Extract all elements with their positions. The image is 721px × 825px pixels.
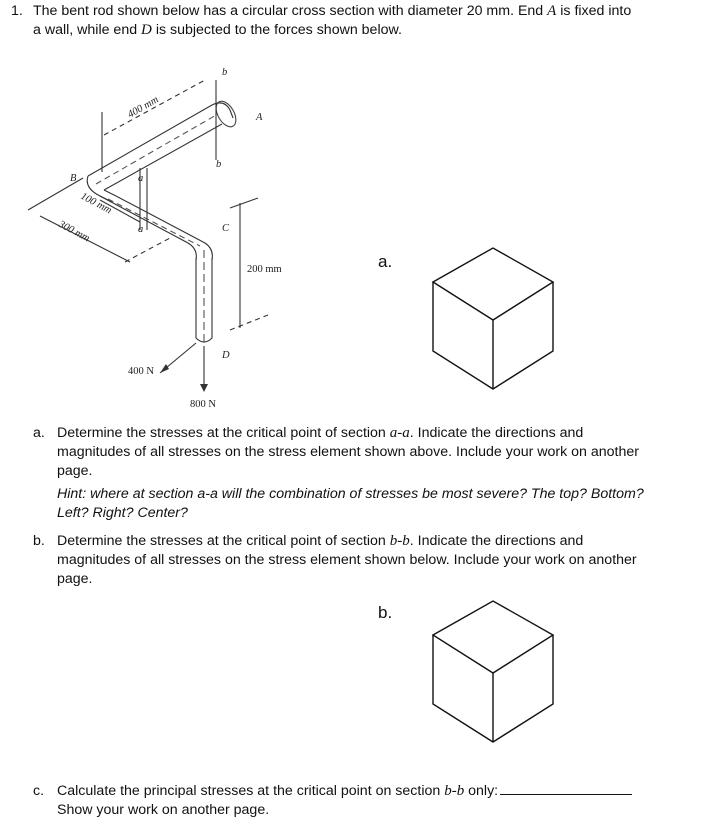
force-400N-label: 400 N: [128, 366, 154, 377]
part-c-text: Calculate the principal stresses at the critical point on section: [57, 783, 445, 799]
part-b-text: . Indicate the directions and: [409, 533, 584, 549]
dim-400mm-label: 400 mm: [126, 94, 161, 121]
variable-A: A: [547, 3, 557, 19]
part-b-line2: magnitudes of all stresses on the stress element shown below. Include your work on another: [57, 552, 637, 568]
dim-300mm-label: 300 mm: [56, 218, 92, 245]
hint-line2: Left? Right? Center?: [57, 505, 188, 521]
point-A-label: A: [256, 112, 263, 123]
part-b-text: Determine the stresses at the critical point of section: [57, 533, 390, 549]
part-a-line2: magnitudes of all stresses on the stress element shown above. Include your work on another: [57, 444, 640, 460]
point-D-label: D: [222, 350, 230, 361]
part-c-line1: [57, 782, 717, 801]
statement-text: is fixed into: [556, 3, 632, 19]
section-b-var: b-b: [444, 783, 465, 799]
rod-mid-centerline: [108, 199, 200, 246]
rod-upper-edge: [88, 103, 233, 176]
stress-element-a-cube: [428, 245, 558, 393]
stress-element-b-cube: [428, 598, 558, 746]
part-a-marker: a.: [33, 425, 45, 441]
part-c-line2: Show your work on another page.: [57, 802, 270, 818]
statement-text: a wall, while end: [33, 22, 142, 38]
stress-element-b-label: b.: [378, 603, 393, 622]
section-a-bottom-label: a: [138, 224, 144, 235]
statement-text: The bent rod shown below has a circular cross section with diameter 20 mm. End: [33, 3, 548, 19]
answer-blank[interactable]: [500, 782, 632, 795]
problem-number: 1.: [11, 3, 23, 19]
section-a-top-label: a: [138, 173, 144, 184]
stress-element-a-label: a.: [378, 252, 393, 271]
force-400N-arrowhead: [160, 364, 169, 373]
statement-text: is subjected to the forces shown below.: [151, 22, 402, 38]
section-b-bottom-label: b: [216, 159, 222, 170]
dim-200mm-label: 200 mm: [247, 264, 282, 275]
part-c-marker: c.: [33, 783, 45, 799]
part-b-line1: [57, 532, 717, 551]
force-800N-label: 800 N: [190, 399, 216, 410]
cube-top-face: [433, 248, 553, 320]
part-b-line3: page.: [57, 571, 93, 587]
part-a-line1: [57, 424, 717, 443]
point-C-label: C: [222, 223, 230, 234]
force-800N-arrowhead: [200, 384, 208, 392]
cube-top-face: [433, 601, 553, 673]
point-B-label: B: [70, 173, 77, 184]
section-a-var: a-a: [389, 425, 410, 441]
rod-mid-edge: [100, 196, 196, 260]
rod-upper-centerline: [96, 114, 218, 184]
part-a-line3: page.: [57, 463, 93, 479]
section-b-var: b-b: [389, 533, 410, 549]
dim-100mm-label: 100 mm: [78, 190, 114, 217]
part-a-text: . Indicate the directions and: [409, 425, 584, 441]
part-b-marker: b.: [33, 533, 45, 549]
dim-400-line: [104, 80, 205, 135]
section-b-top-label: b: [222, 67, 228, 78]
part-a-text: Determine the stresses at the critical point of section: [57, 425, 390, 441]
variable-D: D: [141, 22, 152, 38]
part-c-text: only:: [464, 783, 499, 799]
hint-line1: Hint: where at section a-a will the combination of stresses be most severe? The top? Bottom?: [57, 486, 644, 502]
